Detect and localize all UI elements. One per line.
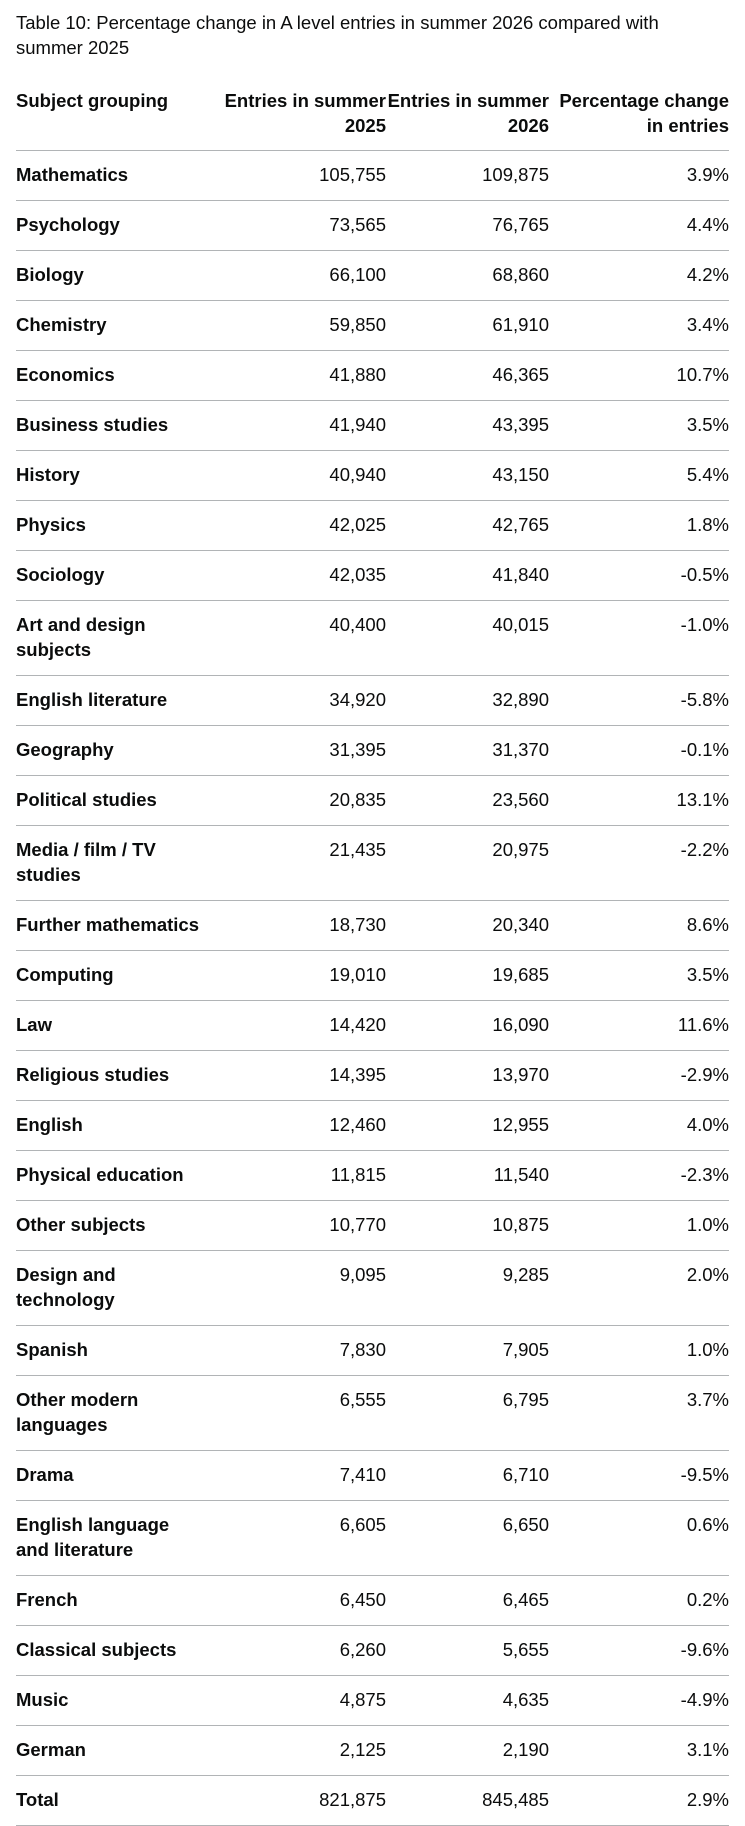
table-row (16, 1001, 729, 1051)
percentage-change-cell: 4.4% (549, 201, 729, 251)
percentage-change-cell: -2.9% (549, 1051, 729, 1101)
subject-cell: Physics (16, 501, 216, 551)
percentage-change-cell: 3.1% (549, 1726, 729, 1776)
table-body (16, 151, 729, 1826)
subject-cell: Chemistry (16, 301, 216, 351)
table-row (16, 951, 729, 1001)
entries-2025-cell: 10,770 (216, 1201, 386, 1251)
subject-cell: Computing (16, 951, 216, 1001)
header-percentage-change: Percentage change in entries (549, 88, 729, 151)
percentage-change-cell: 4.0% (549, 1101, 729, 1151)
entries-2026-cell: 42,765 (386, 501, 549, 551)
table-row (16, 1776, 729, 1826)
entries-2025-cell: 105,755 (216, 151, 386, 201)
entries-2025-cell: 7,410 (216, 1451, 386, 1501)
subject-cell: Other modern languages (16, 1376, 216, 1451)
entries-2026-cell: 6,465 (386, 1576, 549, 1626)
entries-2025-cell: 2,125 (216, 1726, 386, 1776)
header-entries-2025: Entries in summer 2025 (216, 88, 386, 151)
entries-2025-cell: 7,830 (216, 1326, 386, 1376)
entries-2025-cell: 31,395 (216, 726, 386, 776)
subject-cell: Political studies (16, 776, 216, 826)
subject-cell: English language and literature (16, 1501, 216, 1576)
percentage-change-cell: 2.9% (549, 1776, 729, 1826)
percentage-change-cell: 0.6% (549, 1501, 729, 1576)
subject-cell: Other subjects (16, 1201, 216, 1251)
percentage-change-cell: 8.6% (549, 901, 729, 951)
table-row (16, 1576, 729, 1626)
entries-2025-cell: 41,880 (216, 351, 386, 401)
percentage-change-cell: -5.8% (549, 676, 729, 726)
table-row (16, 726, 729, 776)
subject-cell: Business studies (16, 401, 216, 451)
entries-2025-cell: 34,920 (216, 676, 386, 726)
table-row (16, 826, 729, 901)
percentage-change-cell: -0.1% (549, 726, 729, 776)
entries-2026-cell: 5,655 (386, 1626, 549, 1676)
subject-cell: Sociology (16, 551, 216, 601)
entries-2025-cell: 40,400 (216, 601, 386, 676)
percentage-change-cell: 1.0% (549, 1201, 729, 1251)
percentage-change-cell: -9.5% (549, 1451, 729, 1501)
table-caption: Table 10: Percentage change in A level entries in summer 2026 compared with summer 2025 (16, 12, 659, 58)
subject-cell: Further mathematics (16, 901, 216, 951)
percentage-change-cell: 3.5% (549, 401, 729, 451)
table-row (16, 1251, 729, 1326)
entries-2025-cell: 73,565 (216, 201, 386, 251)
entries-2026-cell: 61,910 (386, 301, 549, 351)
percentage-change-cell: -0.5% (549, 551, 729, 601)
table-row (16, 901, 729, 951)
entries-2026-cell: 68,860 (386, 251, 549, 301)
subject-cell: German (16, 1726, 216, 1776)
entries-2025-cell: 59,850 (216, 301, 386, 351)
table-row (16, 776, 729, 826)
percentage-change-cell: -2.3% (549, 1151, 729, 1201)
entries-2025-cell: 41,940 (216, 401, 386, 451)
entries-2026-cell: 10,875 (386, 1201, 549, 1251)
table-row (16, 151, 729, 201)
subject-cell: English (16, 1101, 216, 1151)
entries-2025-cell: 42,035 (216, 551, 386, 601)
table-row (16, 251, 729, 301)
entries-2026-cell: 16,090 (386, 1001, 549, 1051)
header-row (16, 88, 729, 151)
entries-2025-cell: 4,875 (216, 1676, 386, 1726)
table-row (16, 1626, 729, 1676)
entries-2026-cell: 4,635 (386, 1676, 549, 1726)
entries-2026-cell: 76,765 (386, 201, 549, 251)
table-header (16, 88, 729, 151)
entries-2026-cell: 6,710 (386, 1451, 549, 1501)
table-row (16, 451, 729, 501)
percentage-change-cell: 11.6% (549, 1001, 729, 1051)
table-row (16, 201, 729, 251)
table-row (16, 1376, 729, 1451)
percentage-change-cell: -4.9% (549, 1676, 729, 1726)
entries-2025-cell: 18,730 (216, 901, 386, 951)
entries-2026-cell: 31,370 (386, 726, 549, 776)
percentage-change-cell: 3.4% (549, 301, 729, 351)
percentage-change-cell: 2.0% (549, 1251, 729, 1326)
entries-2025-cell: 40,940 (216, 451, 386, 501)
subject-cell: French (16, 1576, 216, 1626)
subject-cell: Spanish (16, 1326, 216, 1376)
subject-cell: Total (16, 1776, 216, 1826)
entries-2026-cell: 11,540 (386, 1151, 549, 1201)
entries-2026-cell: 40,015 (386, 601, 549, 676)
percentage-change-cell: 3.7% (549, 1376, 729, 1451)
entries-2026-cell: 43,395 (386, 401, 549, 451)
entries-2026-cell: 20,975 (386, 826, 549, 901)
table-row (16, 351, 729, 401)
entries-2026-cell: 46,365 (386, 351, 549, 401)
header-subject-grouping: Subject grouping (16, 88, 216, 151)
subject-cell: Art and design subjects (16, 601, 216, 676)
percentage-change-cell: 1.8% (549, 501, 729, 551)
percentage-change-cell: 1.0% (549, 1326, 729, 1376)
percentage-change-cell: 0.2% (549, 1576, 729, 1626)
table-row (16, 501, 729, 551)
entries-2025-cell: 19,010 (216, 951, 386, 1001)
entries-2026-cell: 41,840 (386, 551, 549, 601)
percentage-change-cell: 4.2% (549, 251, 729, 301)
entries-2026-cell: 845,485 (386, 1776, 549, 1826)
table-row (16, 1151, 729, 1201)
entries-2025-cell: 42,025 (216, 501, 386, 551)
table-row (16, 1051, 729, 1101)
subject-cell: Mathematics (16, 151, 216, 201)
entries-2025-cell: 12,460 (216, 1101, 386, 1151)
entries-2026-cell: 109,875 (386, 151, 549, 201)
subject-cell: Law (16, 1001, 216, 1051)
entries-2025-cell: 6,555 (216, 1376, 386, 1451)
table-row (16, 551, 729, 601)
subject-cell: History (16, 451, 216, 501)
entries-2026-cell: 20,340 (386, 901, 549, 951)
subject-cell: Classical subjects (16, 1626, 216, 1676)
table-row (16, 1451, 729, 1501)
entries-2025-cell: 6,260 (216, 1626, 386, 1676)
subject-cell: Physical education (16, 1151, 216, 1201)
entries-2026-cell: 6,650 (386, 1501, 549, 1576)
entries-2025-cell: 14,420 (216, 1001, 386, 1051)
entries-2025-cell: 21,435 (216, 826, 386, 901)
entries-2026-cell: 6,795 (386, 1376, 549, 1451)
subject-cell: Psychology (16, 201, 216, 251)
subject-cell: Religious studies (16, 1051, 216, 1101)
percentage-change-cell: 5.4% (549, 451, 729, 501)
percentage-change-cell: -1.0% (549, 601, 729, 676)
table-row (16, 1326, 729, 1376)
entries-2026-cell: 13,970 (386, 1051, 549, 1101)
table-row (16, 401, 729, 451)
subject-cell: Biology (16, 251, 216, 301)
entries-2026-cell: 9,285 (386, 1251, 549, 1326)
subject-cell: English literature (16, 676, 216, 726)
percentage-change-cell: -2.2% (549, 826, 729, 901)
percentage-change-cell: -9.6% (549, 1626, 729, 1676)
table-row (16, 301, 729, 351)
table-row (16, 1201, 729, 1251)
subject-cell: Media / film / TV studies (16, 826, 216, 901)
subject-cell: Drama (16, 1451, 216, 1501)
subject-cell: Geography (16, 726, 216, 776)
percentage-change-cell: 13.1% (549, 776, 729, 826)
entries-2025-cell: 821,875 (216, 1776, 386, 1826)
entries-table (16, 88, 729, 1826)
subject-cell: Design and technology (16, 1251, 216, 1326)
entries-2025-cell: 9,095 (216, 1251, 386, 1326)
entries-2025-cell: 11,815 (216, 1151, 386, 1201)
table-row (16, 1726, 729, 1776)
entries-2026-cell: 19,685 (386, 951, 549, 1001)
entries-2026-cell: 2,190 (386, 1726, 549, 1776)
entries-2025-cell: 20,835 (216, 776, 386, 826)
table-row (16, 1101, 729, 1151)
percentage-change-cell: 10.7% (549, 351, 729, 401)
entries-2026-cell: 43,150 (386, 451, 549, 501)
subject-cell: Economics (16, 351, 216, 401)
entries-2026-cell: 23,560 (386, 776, 549, 826)
table-row (16, 601, 729, 676)
table-row (16, 1676, 729, 1726)
subject-cell: Music (16, 1676, 216, 1726)
entries-2025-cell: 6,605 (216, 1501, 386, 1576)
percentage-change-cell: 3.9% (549, 151, 729, 201)
table-row (16, 1501, 729, 1576)
entries-2025-cell: 6,450 (216, 1576, 386, 1626)
header-entries-2026: Entries in summer 2026 (386, 88, 549, 151)
entries-2025-cell: 66,100 (216, 251, 386, 301)
table-row (16, 676, 729, 726)
entries-2026-cell: 12,955 (386, 1101, 549, 1151)
entries-2026-cell: 7,905 (386, 1326, 549, 1376)
entries-2025-cell: 14,395 (216, 1051, 386, 1101)
entries-2026-cell: 32,890 (386, 676, 549, 726)
percentage-change-cell: 3.5% (549, 951, 729, 1001)
